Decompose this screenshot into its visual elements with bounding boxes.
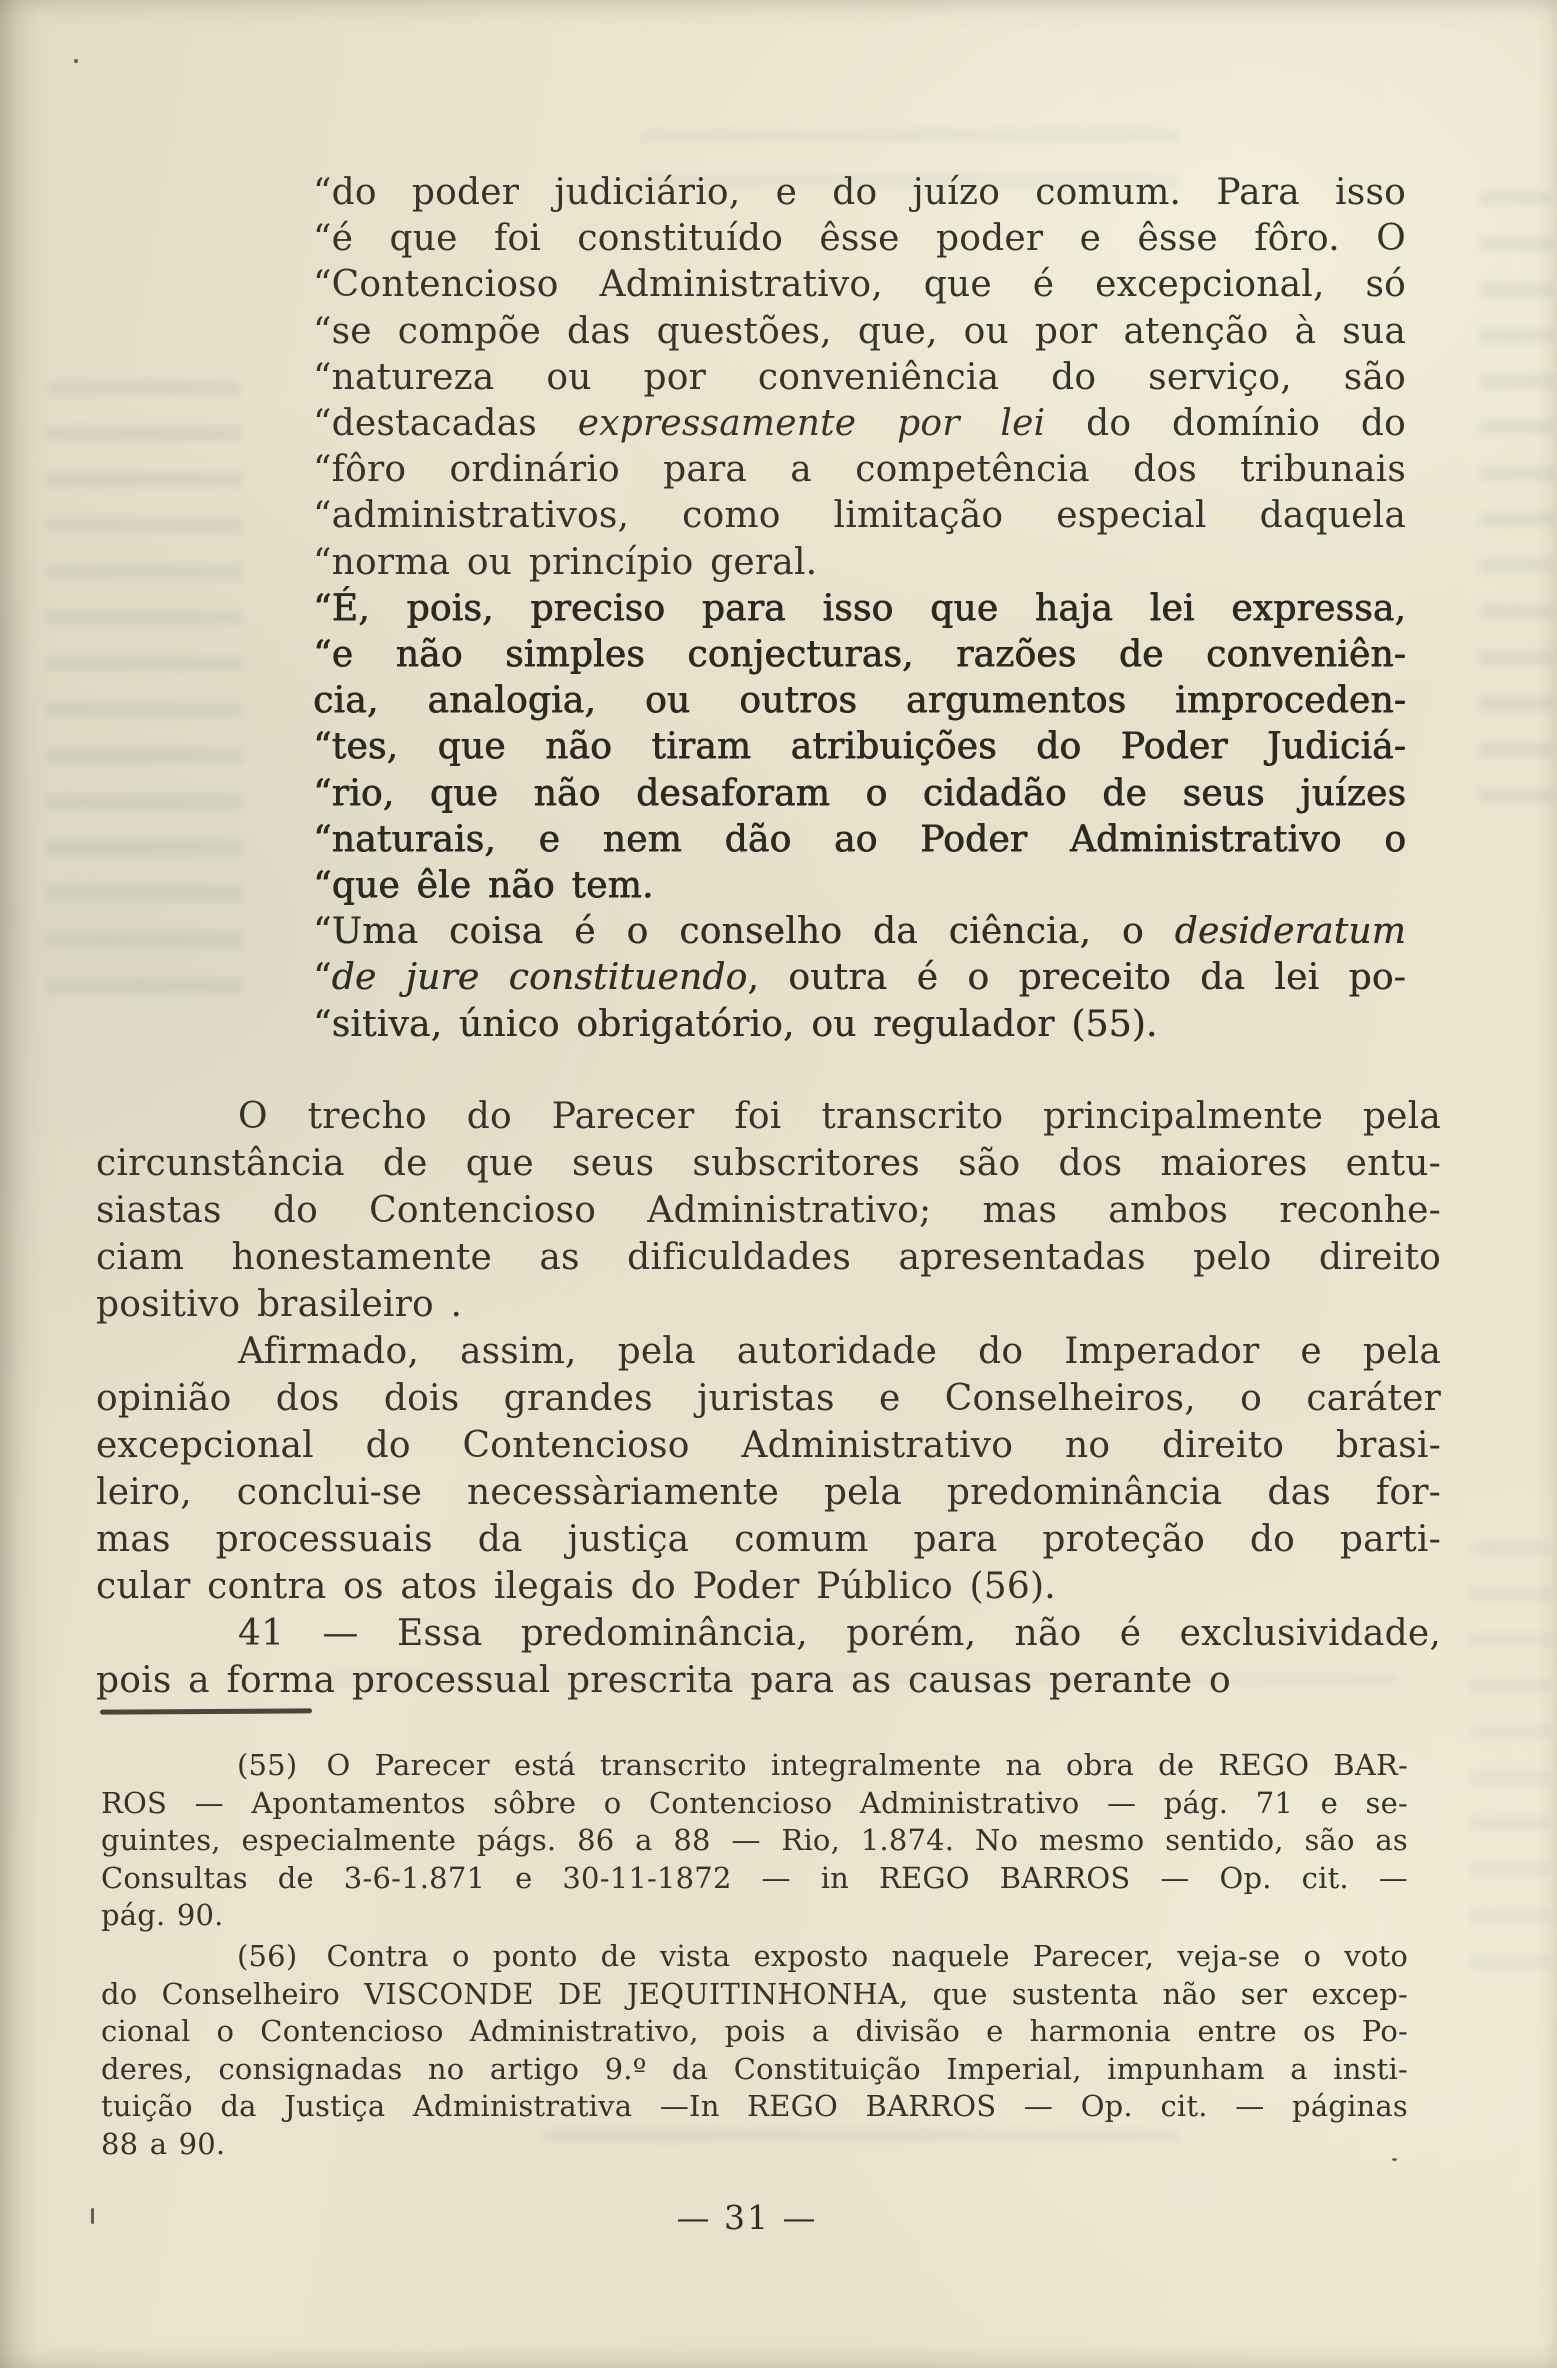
text-line: pois a forma processual prescrita para as causas perante o: [96, 1660, 1231, 1701]
text-line: “Uma coisa é o conselho da ciência, o desideratum: [313, 911, 1406, 953]
page-number: — 31 —: [676, 2198, 818, 2237]
text-line: “É, pois, preciso para isso que haja lei expressa,: [313, 587, 1406, 629]
text-line: “destacadas expressamente por lei do domínio do: [313, 403, 1406, 445]
text-line: “sitiva, único obrigatório, ou regulador (55).: [313, 1003, 1158, 1045]
text-line: positivo brasileiro .: [96, 1284, 463, 1325]
text-line: deres, consignadas no artigo 9.º da Constituição Imperial, impunham a insti-: [101, 2051, 1408, 2086]
text-line: cular contra os atos ilegais do Poder Público (56).: [96, 1566, 1056, 1607]
paragraph: [96, 1093, 1441, 1328]
text-line: 88 a 90.: [101, 2126, 226, 2161]
text-line: “é que foi constituído êsse poder e êsse fôro. O: [313, 218, 1406, 260]
text-line: “rio, que não desaforam o cidadão de seus juízes: [313, 772, 1406, 814]
text-line: Consultas de 3-6-1.871 e 30-11-1872 — in REGO BARROS — Op. cit. —: [101, 1860, 1408, 1895]
text-line: “Contencioso Administrativo, que é excepcional, só: [313, 264, 1406, 306]
text-line: “fôro ordinário para a competência dos tribunais: [313, 449, 1406, 491]
text-line: tuição da Justiça Administrativa —In REGO BARROS — Op. cit. — páginas: [101, 2089, 1408, 2124]
block-quote-parecer: [313, 170, 1406, 1048]
text-line: Afirmado, assim, pela autoridade do Imperador e pela: [238, 1331, 1441, 1372]
text-line: “se compõe das questões, que, ou por atenção à sua: [313, 310, 1406, 352]
text-line: “naturais, e nem dão ao Poder Administrativo o: [313, 818, 1406, 860]
text-line: opinião dos dois grandes juristas e Conselheiros, o caráter: [96, 1378, 1441, 1419]
text-line: cional o Contencioso Administrativo, pois a divisão e harmonia entre os Po-: [101, 2014, 1408, 2049]
footnote-separator-rule: [100, 1708, 312, 1714]
text-line: ROS — Apontamentos sôbre o Contencioso Administrativo — pág. 71 e se-: [101, 1785, 1408, 1820]
text-line: “do poder judiciário, e do juízo comum. Para isso: [313, 172, 1406, 213]
bleed-through-ghost-text: [1470, 1540, 1550, 2000]
footnote: [101, 1938, 1408, 2164]
text-line: siastas do Contencioso Administrativo; mas ambos reconhe-: [96, 1190, 1441, 1231]
bleed-through-ghost-text: [46, 380, 242, 1020]
text-line: guintes, especialmente págs. 86 a 88 — Rio, 1.874. No mesmo sentido, são as: [101, 1823, 1408, 1858]
text-line: “administrativos, como limitação especial daquela: [313, 495, 1406, 537]
text-line: ciam honestamente as dificuldades apresentadas pelo direito: [96, 1237, 1441, 1278]
text-line: (56) Contra o ponto de vista exposto naquele Parecer, veja-se o voto: [237, 1938, 1408, 1973]
text-line: “natureza ou por conveniência do serviço, são: [313, 356, 1406, 398]
footnote: [101, 1747, 1408, 1935]
text-line: “que êle não tem.: [313, 865, 654, 907]
text-line: 41 — Essa predominância, porém, não é exclusividade,: [238, 1613, 1441, 1654]
text-line: “tes, que não tiram atribuições do Poder Judiciá-: [313, 726, 1406, 768]
text-line: “norma ou princípio geral.: [313, 541, 818, 583]
text-line: “e não simples conjecturas, razões de conveniên-: [313, 634, 1406, 676]
text-line: excepcional do Contencioso Administrativo no direito brasi-: [96, 1425, 1441, 1466]
text-line: mas processuais da justiça comum para proteção do parti-: [96, 1519, 1441, 1560]
text-line: O trecho do Parecer foi transcrito principalmente pela: [238, 1096, 1441, 1137]
paper-speck: [74, 59, 78, 63]
bleed-through-ghost-text: [1480, 190, 1554, 810]
text-line: cia, analogia, ou outros argumentos improceden-: [313, 680, 1406, 722]
body-paragraphs: [96, 1093, 1441, 1704]
paragraph: [96, 1328, 1441, 1610]
text-line: (55) O Parecer está transcrito integralmente na obra de REGO BAR-: [237, 1748, 1408, 1782]
text-line: do Conselheiro VISCONDE DE JEQUITINHONHA, que sustenta não ser excep-: [101, 1976, 1408, 2011]
text-line: “de jure constituendo, outra é o preceito da lei po-: [313, 957, 1406, 999]
text-line: pág. 90.: [101, 1898, 224, 1933]
text-line: circunstância de que seus subscritores são dos maiores entu-: [96, 1143, 1441, 1184]
paragraph: [96, 1610, 1441, 1704]
footnotes: [101, 1747, 1408, 2164]
text-line: leiro, conclui-se necessàriamente pela predominância das for-: [96, 1472, 1441, 1513]
